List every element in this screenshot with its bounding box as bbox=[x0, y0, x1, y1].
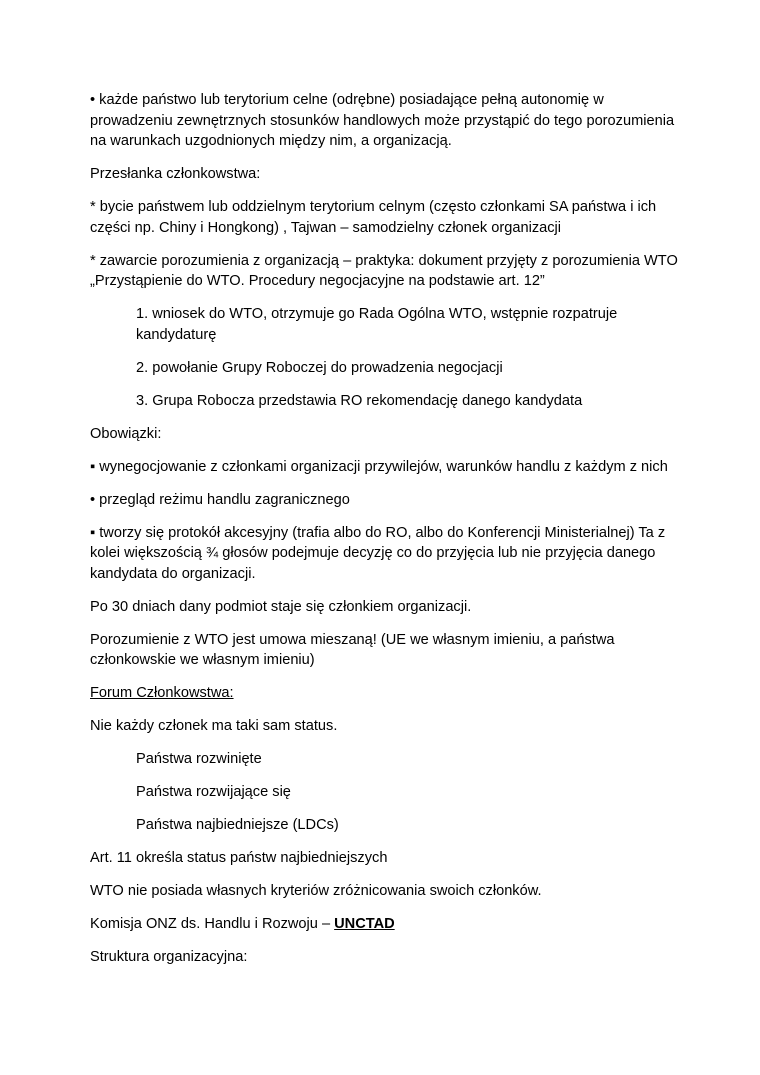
step-1: 1. wniosek do WTO, otrzymuje go Rada Ogólna WTO, wstępnie rozpatruje kandydaturę bbox=[136, 306, 618, 343]
paragraph-agreement: * zawarcie porozumienia z organizacją – praktyka: dokument przyjęty z porozumienia WTO „Przystąpienie do WTO. Procedury negocjacyjne na podstawie art. 12” bbox=[90, 252, 678, 289]
obligation-review: • przegląd reżimu handlu zagranicznego bbox=[90, 491, 350, 508]
heading-membership-premise: Przesłanka członkowstwa: bbox=[90, 166, 261, 182]
paragraph-status: Nie każdy członek ma taki sam status. bbox=[90, 718, 338, 734]
step-3: 3. Grupa Robocza przedstawia RO rekomendację danego kandydata bbox=[136, 392, 583, 409]
unctad-emphasis: UNCTAD bbox=[334, 916, 395, 932]
status-ldcs: Państwa najbiedniejsze (LDCs) bbox=[136, 817, 339, 833]
paragraph-state-or-territory: * bycie państwem lub oddzielnym terytorium celnym (często członkami SA państwa i ich części np. Chiny i Hongkong) , Tajwan – samodzielny członek organizacji bbox=[90, 199, 657, 236]
paragraph-art-11: Art. 11 określa status państw najbiedniejszych bbox=[90, 850, 388, 866]
paragraph-30-days: Po 30 dniach dany podmiot staje się członkiem organizacji. bbox=[90, 598, 472, 615]
step-2: 2. powołanie Grupy Roboczej do prowadzenia negocjacji bbox=[136, 359, 503, 376]
unctad-prefix: Komisja ONZ ds. Handlu i Rozwoju – bbox=[90, 916, 335, 932]
status-developing: Państwa rozwijające się bbox=[136, 784, 291, 800]
heading-organizational-structure: Struktura organizacyjna: bbox=[90, 949, 248, 965]
obligation-protocol: ▪ tworzy się protokół akcesyjny (trafia albo do RO, albo do Konferencji Ministerialnej) Ta z kolei większością ¾ głosów podejmuje decyzję co do przyjęcia lub nie przyjęcia danego kandydata do organizacji. bbox=[90, 524, 666, 582]
document-page bbox=[90, 90, 680, 980]
paragraph-mixed-agreement: Porozumienie z WTO jest umowa mieszaną! (UE we własnym imieniu, a państwa członkowskie we własnym imieniu) bbox=[90, 631, 615, 668]
status-developed: Państwa rozwinięte bbox=[136, 751, 262, 767]
heading-membership-forum bbox=[90, 683, 680, 704]
paragraph-unctad bbox=[90, 914, 680, 935]
paragraph-autonomy: • każde państwo lub terytorium celne (odrębne) posiadające pełną autonomię w prowadzeniu zewnętrznych stosunków handlowych może przystąpić do tego porozumienia na warunkach uzgodnionych między nim, a organizacją. bbox=[90, 92, 675, 149]
membership-forum-label: Forum Członkowstwa: bbox=[90, 685, 234, 701]
paragraph-no-criteria: WTO nie posiada własnych kryteriów zróżnicowania swoich członków. bbox=[90, 883, 542, 899]
obligation-negotiation: ▪ wynegocjowanie z członkami organizacji przywilejów, warunków handlu z każdym z nich bbox=[90, 458, 668, 475]
heading-obligations: Obowiązki: bbox=[90, 425, 162, 442]
